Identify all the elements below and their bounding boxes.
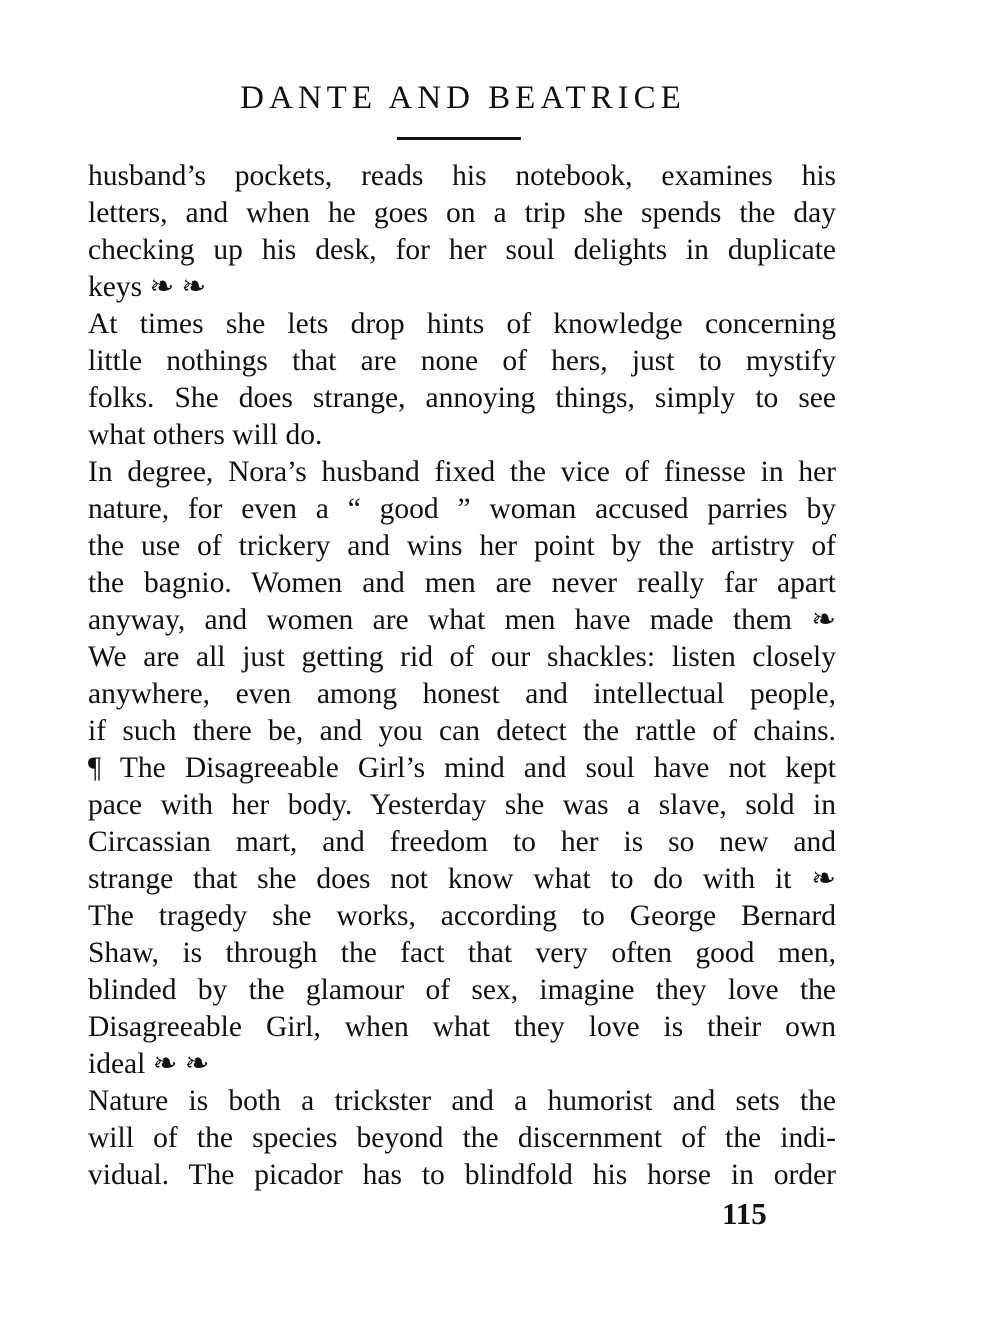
text-line: blinded by the glamour of sex, imagine they love the: [88, 974, 836, 1006]
text-line: vidual. The picador has to blindfold his horse in order: [88, 1159, 836, 1191]
text-line: the use of trickery and wins her point by the artistry of: [88, 530, 836, 562]
text-line: anywhere, even among honest and intellectual people,: [88, 678, 836, 710]
text-line: little nothings that are none of hers, just to mystify: [88, 345, 836, 377]
text-line: ideal ❧ ❧: [88, 1048, 210, 1080]
text-line: keys ❧ ❧: [88, 271, 207, 303]
text-line: ¶ The Disagreeable Girl’s mind and soul have not kept: [88, 752, 836, 784]
text-line: letters, and when he goes on a trip she spends the day: [88, 197, 836, 229]
text-line: nature, for even a “ good ” woman accused parries by: [88, 493, 836, 525]
text-line: folks. She does strange, annoying things, simply to see: [88, 382, 836, 414]
text-line: what others will do.: [88, 419, 323, 451]
text-line: strange that she does not know what to do with it ❧: [88, 863, 836, 895]
text-line: Circassian mart, and freedom to her is so new and: [88, 826, 836, 858]
body-text: [88, 158, 836, 1194]
text-line: the bagnio. Women and men are never really far apart: [88, 567, 836, 599]
title-rule-divider: [397, 137, 521, 140]
page-number: 115: [722, 1196, 767, 1231]
text-line: Disagreeable Girl, when what they love is their own: [88, 1011, 836, 1043]
text-line: Shaw, is through the fact that very often good men,: [88, 937, 836, 969]
text-line: checking up his desk, for her soul delights in duplicate: [88, 234, 836, 266]
text-line: husband’s pockets, reads his notebook, examines his: [88, 160, 836, 192]
text-line: In degree, Nora’s husband fixed the vice of finesse in her: [88, 456, 836, 488]
text-line: Nature is both a trickster and a humorist and sets the: [88, 1085, 836, 1117]
running-title: DANTE AND BEATRICE: [240, 80, 686, 116]
text-line: We are all just getting rid of our shackles: listen closely: [88, 641, 836, 673]
text-line: pace with her body. Yesterday she was a slave, sold in: [88, 789, 836, 821]
text-line: if such there be, and you can detect the rattle of chains.: [88, 715, 836, 747]
text-line: will of the species beyond the discernment of the indi-: [88, 1122, 836, 1154]
text-line: The tragedy she works, according to George Bernard: [88, 900, 836, 932]
text-line: At times she lets drop hints of knowledge concerning: [88, 308, 836, 340]
text-line: anyway, and women are what men have made them ❧: [88, 604, 836, 636]
